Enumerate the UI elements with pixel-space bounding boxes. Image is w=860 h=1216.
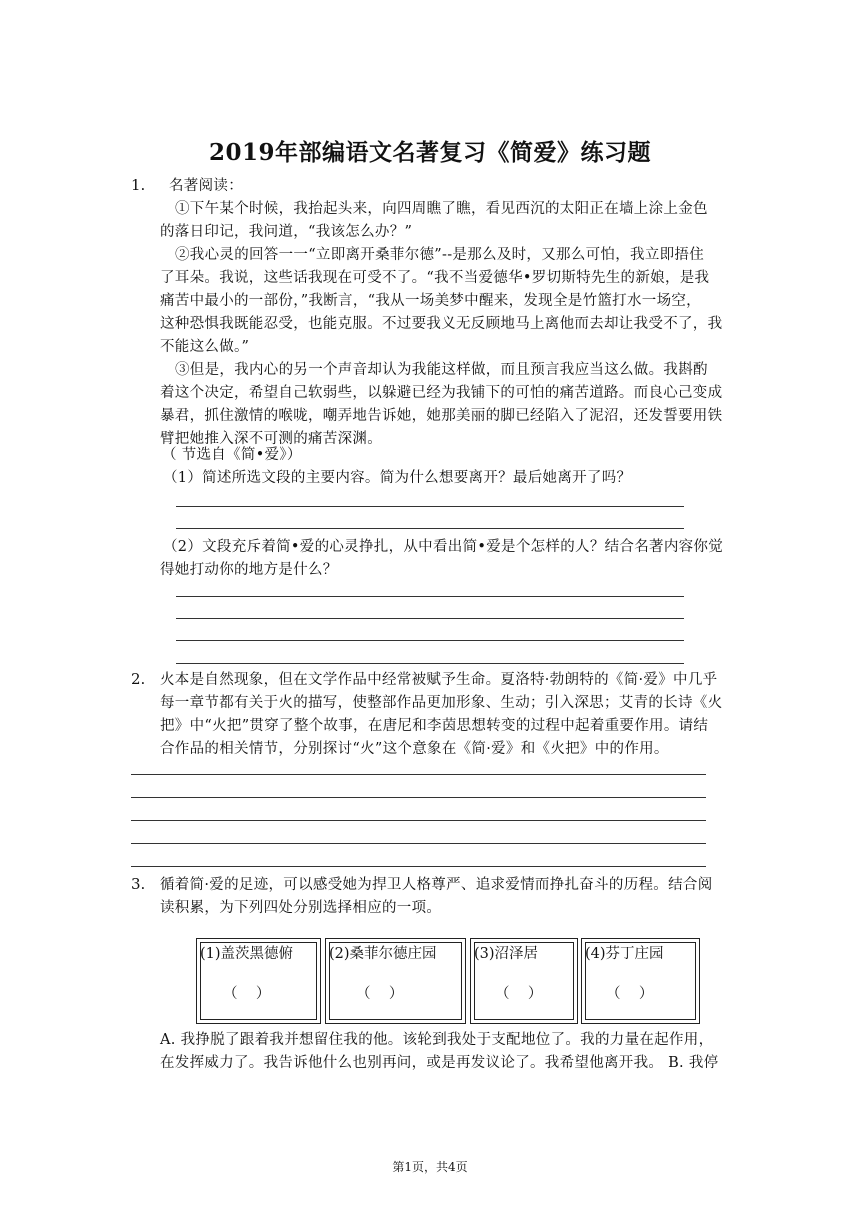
- answer-line[interactable]: [131, 820, 706, 821]
- location-label: (3)沼泽居: [474, 946, 539, 962]
- q1-line: ②我心灵的回答一一“立即离开桑菲尔德”--是那么及时，又那么可怕，我立即捂住: [175, 247, 705, 263]
- answer-line[interactable]: [176, 618, 684, 619]
- answer-line[interactable]: [176, 596, 684, 597]
- page-footer: 第1页，共4页: [392, 1160, 468, 1174]
- q1-line: 这种恐惧我既能忍受，也能克服。不过要我义无反顾地马上离他而去却让我受不了，我: [160, 316, 723, 332]
- q1-line: ①下午某个时候，我抬起头来，向四周瞧了瞧，看见西沉的太阳正在墙上涂上金色: [175, 201, 708, 217]
- q1-subquestion-1: （1）简述所选文段的主要内容。简为什么想要离开？最后她离开了吗？: [163, 470, 632, 486]
- q3-option-line: A. 我挣脱了跟着我并想留住我的他。该轮到我处于支配地位了。我的力量在起作用，: [160, 1032, 714, 1048]
- q1-line: 着这个决定，希望自己软弱些，以躲避已经为我铺下的可怕的痛苦道路。而良心己变成: [160, 385, 723, 401]
- q1-line: 的落日印记，我问道，“我该怎么办？”: [160, 224, 413, 240]
- location-label: (4)芬丁庄园: [585, 946, 664, 962]
- page-title: 2019年部编语文名著复习《简爱》练习题: [208, 139, 651, 166]
- answer-blank[interactable]: （ ）: [356, 986, 404, 1002]
- answer-line[interactable]: [176, 506, 684, 507]
- q1-line: ③但是，我内心的另一个声音却认为我能这样做，而且预言我应当这么做。我斟酌: [175, 362, 708, 378]
- q1-line: 得她打动你的地方是什么？: [160, 562, 338, 578]
- answer-blank[interactable]: （ ）: [606, 986, 654, 1002]
- answer-blank[interactable]: （ ）: [495, 986, 543, 1002]
- location-label: (2)桑菲尔德庄园: [329, 946, 437, 962]
- q2-line: 合作品的相关情节，分别探讨“火”这个意象在《简·爱》和《火把》中的作用。: [160, 741, 669, 757]
- answer-blank[interactable]: （ ）: [223, 986, 271, 1002]
- location-box-2: [325, 938, 466, 1024]
- q1-line: 了耳朵。我说，这些话我现在可受不了。“我不当爱德华•罗切斯特先生的新娘，是我: [160, 270, 710, 286]
- q2-line: 每一章节都有关于火的描写，使整部作品更加形象、生动；引入深思；艾青的长诗《火: [160, 695, 723, 711]
- q2-line: 火本是自然现象，但在文学作品中经常被赋予生命。夏洛特·勃朗特的《简·爱》中几乎: [160, 672, 718, 688]
- q1-source: （ 节选自《简•爱》）: [162, 447, 302, 463]
- location-box-4: [581, 938, 700, 1024]
- question-1-number: 1.: [131, 176, 146, 194]
- answer-line[interactable]: [131, 866, 706, 867]
- q1-line: 臂把她推入深不可测的痛苦深渊。: [160, 431, 382, 447]
- answer-line[interactable]: [131, 843, 706, 844]
- answer-line[interactable]: [176, 663, 684, 664]
- q1-subquestion-2: （2）文段充斥着简•爱的心灵挣扎，从中看出简•爱是个怎样的人？结合名著内容你觉: [163, 539, 724, 555]
- question-3-number: 3.: [131, 875, 146, 893]
- q1-line: 暴君，抓住激情的喉咙，嘲弄地告诉她，她那美丽的脚已经陷入了泥沼，还发誓要用铁: [160, 408, 723, 424]
- answer-line[interactable]: [176, 640, 684, 641]
- question-2-number: 2.: [131, 670, 146, 688]
- q1-line: 痛苦中最小的一部份，”我断言，“我从一场美梦中醒来，发现全是竹篮打水一场空，: [160, 293, 701, 309]
- q3-line: 读积累，为下列四处分别选择相应的一项。: [160, 900, 442, 916]
- location-box-3: [470, 938, 578, 1024]
- location-label: (1)盖茨黑德俯: [200, 946, 294, 962]
- answer-line[interactable]: [131, 774, 706, 775]
- q1-line: 不能这么做。”: [160, 339, 250, 355]
- q3-option-line: 在发挥威力了。我告诉他什么也别再问，或是再发议论了。我希望他离开我。 B. 我停: [160, 1055, 719, 1071]
- q3-line: 循着简·爱的足迹，可以感受她为捍卫人格尊严、追求爱情而挣扎奋斗的历程。结合阅: [160, 877, 713, 893]
- q2-line: 把》中“火把”贯穿了整个故事，在唐尼和李茵思想转变的过程中起着重要作用。请结: [160, 718, 709, 734]
- answer-line[interactable]: [131, 797, 706, 798]
- answer-line[interactable]: [176, 528, 684, 529]
- location-box-1: [196, 938, 321, 1024]
- q1-line: 名著阅读：: [169, 178, 243, 194]
